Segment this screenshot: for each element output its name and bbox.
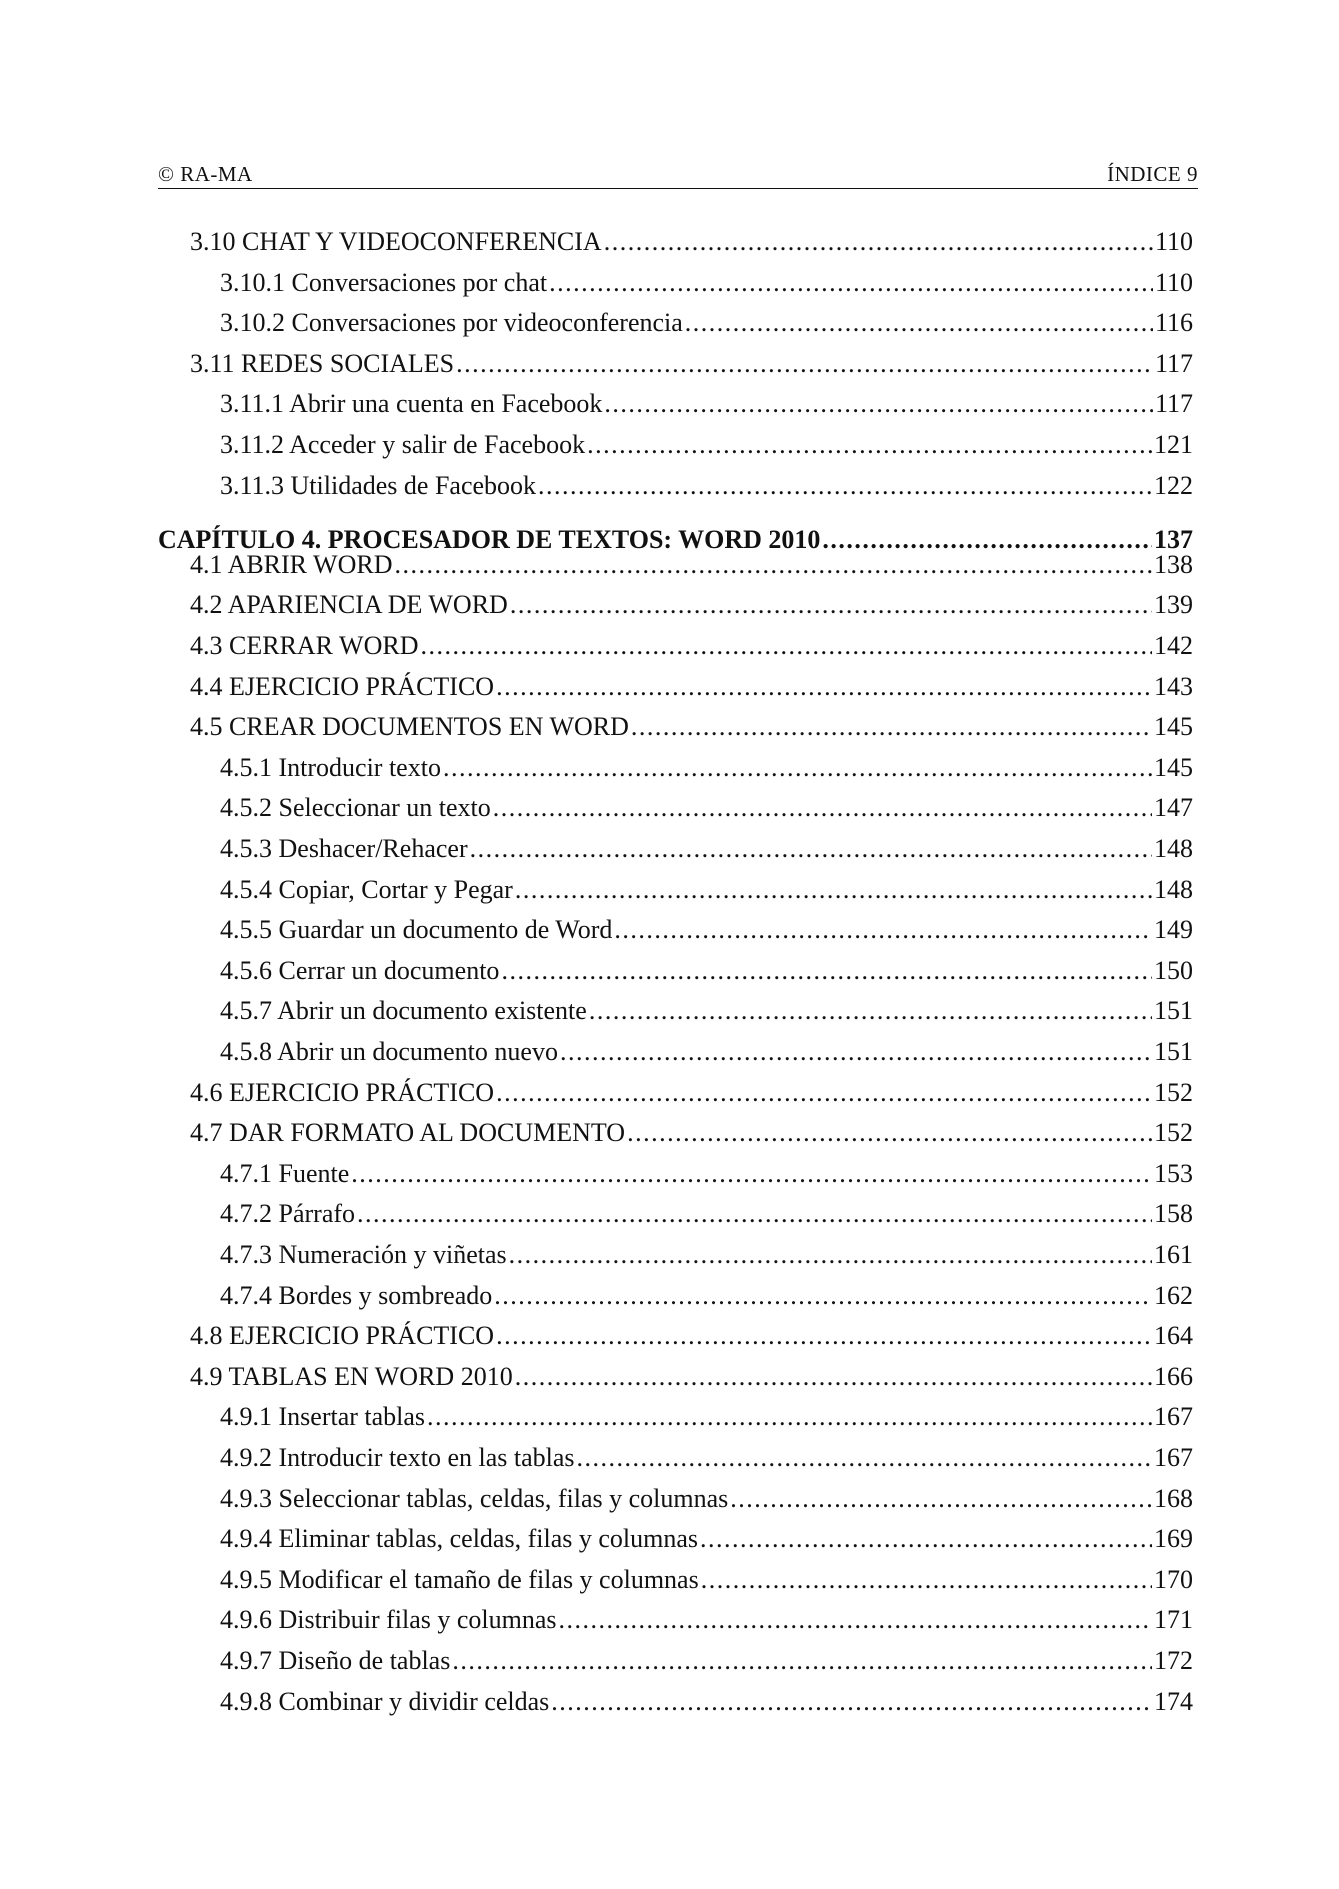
- toc-entry: [190, 1075, 1193, 1111]
- toc-entry-page-number: 164: [1154, 1321, 1193, 1351]
- dot-leader: [538, 468, 1152, 504]
- toc-entry: [220, 1481, 1193, 1517]
- toc-entry-title: 3.11.1 Abrir una cuenta en Facebook: [220, 389, 603, 419]
- toc-entry: [220, 1237, 1193, 1273]
- toc-entry-title: 3.10.1 Conversaciones por chat: [220, 267, 548, 297]
- toc-entry-page-number: 167: [1154, 1443, 1193, 1472]
- toc-entry-page-number: 171: [1154, 1605, 1193, 1635]
- toc-entry: [220, 427, 1193, 463]
- dot-leader: [357, 1196, 1152, 1232]
- dot-leader: [496, 669, 1152, 705]
- toc-entry: [220, 1562, 1193, 1598]
- toc-entry: [220, 912, 1193, 948]
- toc-entry-page-number: 143: [1154, 671, 1193, 701]
- toc-entry-page-number: 139: [1154, 590, 1193, 620]
- toc-entry-title: 4.4 EJERCICIO PRÁCTICO: [190, 671, 495, 701]
- toc-entry-page-number: 151: [1154, 996, 1193, 1026]
- toc-entry-title: 3.10.2 Conversaciones por videoconferencia: [220, 308, 683, 338]
- toc-entry-title: 4.9.2 Introducir texto en las tablas: [220, 1443, 575, 1472]
- dot-leader: [510, 587, 1152, 623]
- toc-entry-title: 4.9.4 Eliminar tablas, celdas, filas y columnas: [220, 1524, 698, 1554]
- toc-entry: [220, 1196, 1193, 1232]
- dot-leader: [627, 1115, 1152, 1151]
- toc-entry-title: 4.6 EJERCICIO PRÁCTICO: [190, 1077, 495, 1107]
- toc-entry-title: 4.7.3 Numeración y viñetas: [220, 1240, 507, 1269]
- dot-leader: [685, 305, 1153, 341]
- dot-leader: [496, 1075, 1152, 1111]
- toc-entry-page-number: 147: [1154, 793, 1193, 823]
- toc-entry-page-number: 152: [1154, 1077, 1193, 1107]
- toc-entry-page-number: 148: [1154, 874, 1193, 904]
- toc-entry-title: 4.9.1 Insertar tablas: [220, 1402, 426, 1432]
- dot-leader: [509, 1237, 1152, 1273]
- toc-entry-title: 4.9.8 Combinar y dividir celdas: [220, 1686, 550, 1716]
- dot-leader: [559, 1602, 1152, 1638]
- toc-entry-title: 4.5.4 Copiar, Cortar y Pegar: [220, 874, 513, 904]
- toc-entry-page-number: 167: [1154, 1402, 1193, 1432]
- toc-entry: [220, 386, 1193, 422]
- dot-leader: [549, 265, 1153, 301]
- toc-entry-page-number: 162: [1154, 1280, 1193, 1310]
- toc-entry-title: 4.5.3 Deshacer/Rehacer: [220, 834, 468, 863]
- toc-entry-page-number: 148: [1154, 834, 1193, 863]
- toc-entry: [220, 831, 1193, 867]
- toc-entry-title: 4.5.7 Abrir un documento existente: [220, 996, 587, 1026]
- dot-leader: [701, 1562, 1152, 1598]
- toc-entry-page-number: 149: [1154, 915, 1193, 945]
- toc-entry-page-number: 116: [1154, 308, 1193, 338]
- dot-leader: [351, 1156, 1152, 1192]
- toc-entry-page-number: 170: [1154, 1564, 1193, 1594]
- toc-entry-page-number: 117: [1154, 348, 1193, 378]
- toc-entry-page-number: 161: [1154, 1240, 1193, 1269]
- dot-leader: [631, 709, 1152, 745]
- toc-entry: [190, 628, 1193, 664]
- toc-entry: [220, 1156, 1193, 1192]
- toc-entry-page-number: 168: [1154, 1483, 1193, 1513]
- toc-entry: [190, 547, 1193, 583]
- toc-entry: [220, 468, 1193, 504]
- toc-entry-page-number: 117: [1154, 389, 1193, 419]
- toc-entry: [220, 305, 1193, 341]
- dot-leader: [515, 872, 1152, 908]
- toc-entry-title: 4.7.2 Párrafo: [220, 1199, 356, 1229]
- header-rule: [158, 188, 1198, 189]
- toc-entry: [190, 709, 1193, 745]
- dot-leader: [589, 993, 1152, 1029]
- toc-entry: [220, 1440, 1193, 1476]
- toc-entry: [220, 872, 1193, 908]
- dot-leader: [604, 386, 1153, 422]
- toc-entry: [220, 1643, 1193, 1679]
- toc-entry-title: 4.9.7 Diseño de tablas: [220, 1646, 451, 1675]
- dot-leader: [395, 547, 1153, 583]
- dot-leader: [494, 1278, 1152, 1314]
- dot-leader: [730, 1481, 1152, 1517]
- toc-entry-title: 3.11.3 Utilidades de Facebook: [220, 470, 537, 500]
- toc-entry: [190, 669, 1193, 705]
- toc-entry-title: 4.7 DAR FORMATO AL DOCUMENTO: [190, 1118, 626, 1148]
- dot-leader: [493, 790, 1152, 826]
- toc-entry-page-number: 145: [1154, 752, 1193, 782]
- dot-leader: [501, 953, 1152, 989]
- toc-entry-page-number: 142: [1154, 631, 1193, 660]
- toc-entry-page-number: 166: [1154, 1361, 1193, 1391]
- dot-leader: [587, 427, 1152, 463]
- toc-entry-page-number: 121: [1154, 430, 1193, 459]
- toc-entry-title: 3.11.2 Acceder y salir de Facebook: [220, 430, 586, 459]
- toc-entry-title: 4.5.8 Abrir un documento nuevo: [220, 1037, 558, 1066]
- toc-entry-title: 4.1 ABRIR WORD: [190, 549, 393, 579]
- dot-leader: [456, 346, 1153, 382]
- dot-leader: [614, 912, 1152, 948]
- toc-entry: [220, 1399, 1193, 1435]
- dot-leader: [700, 1521, 1152, 1557]
- toc-entry-page-number: 172: [1154, 1646, 1193, 1675]
- toc-entry-title: 4.7.1 Fuente: [220, 1158, 350, 1188]
- toc-entry: [220, 750, 1193, 786]
- toc-entry: [190, 1359, 1193, 1395]
- toc-entry-page-number: 138: [1154, 549, 1193, 579]
- toc-entry: [220, 993, 1193, 1029]
- running-header: [158, 158, 1198, 188]
- toc-entry-title: 4.5.2 Seleccionar un texto: [220, 793, 491, 823]
- toc-entry: [220, 790, 1193, 826]
- toc-entry-title: 3.11 REDES SOCIALES: [190, 348, 455, 378]
- toc-entry: [220, 1521, 1193, 1557]
- toc-entry-page-number: 122: [1154, 470, 1193, 500]
- toc-entry-page-number: 151: [1154, 1037, 1193, 1066]
- header-section-page: ÍNDICE 9: [1107, 162, 1198, 186]
- toc-entry-page-number: 158: [1154, 1199, 1193, 1229]
- toc-entry-title: 4.9 TABLAS EN WORD 2010: [190, 1361, 513, 1391]
- toc-entry: [190, 587, 1193, 623]
- toc-entry-page-number: 169: [1154, 1524, 1193, 1554]
- toc-entry: [220, 265, 1193, 301]
- toc-entry-title: 4.5 CREAR DOCUMENTOS EN WORD: [190, 712, 629, 742]
- dot-leader: [604, 224, 1153, 260]
- dot-leader: [560, 1034, 1152, 1070]
- toc-entry-title: 4.9.6 Distribuir filas y columnas: [220, 1605, 557, 1635]
- toc-entry-page-number: 110: [1154, 227, 1193, 256]
- toc-entry-title: 4.5.5 Guardar un documento de Word: [220, 915, 613, 945]
- toc-entry-page-number: 152: [1154, 1118, 1193, 1148]
- toc-entry-title: 4.8 EJERCICIO PRÁCTICO: [190, 1321, 495, 1351]
- toc-entry-title: 4.7.4 Bordes y sombreado: [220, 1280, 493, 1310]
- dot-leader: [551, 1684, 1152, 1720]
- toc-entry-title: 4.9.5 Modificar el tamaño de filas y columnas: [220, 1564, 699, 1594]
- toc-entry-title: CAPÍTULO 4. PROCESADOR DE TEXTOS: WORD 2010: [158, 525, 821, 555]
- toc-entry-page-number: 150: [1154, 955, 1193, 985]
- dot-leader: [515, 1359, 1152, 1395]
- toc-entry-page-number: 137: [1154, 525, 1193, 555]
- toc-entry: [220, 1602, 1193, 1638]
- toc-entry-title: 4.5.6 Cerrar un documento: [220, 955, 500, 985]
- toc-entry-title: 4.2 APARIENCIA DE WORD: [190, 590, 508, 620]
- toc-entry-page-number: 145: [1154, 712, 1193, 742]
- toc-entry: [220, 1034, 1193, 1070]
- header-publisher: © RA-MA: [158, 162, 253, 186]
- dot-leader: [421, 628, 1153, 664]
- toc-entry: [190, 1318, 1193, 1354]
- dot-leader: [577, 1440, 1152, 1476]
- dot-leader: [496, 1318, 1152, 1354]
- toc-entry-page-number: 153: [1154, 1158, 1193, 1188]
- dot-leader: [452, 1643, 1152, 1679]
- dot-leader: [443, 750, 1152, 786]
- toc-entry: [220, 1278, 1193, 1314]
- toc-entry: [190, 224, 1193, 260]
- toc-entry: [190, 1115, 1193, 1151]
- toc-entry-title: 4.5.1 Introducir texto: [220, 752, 441, 782]
- toc-entry-page-number: 110: [1154, 267, 1193, 297]
- dot-leader: [470, 831, 1152, 867]
- toc-entry-title: 3.10 CHAT Y VIDEOCONFERENCIA: [190, 227, 602, 256]
- toc-entry-title: 4.3 CERRAR WORD: [190, 631, 419, 660]
- dot-leader: [427, 1399, 1152, 1435]
- toc-entry-page-number: 174: [1154, 1686, 1193, 1716]
- toc-entry: [190, 346, 1193, 382]
- toc-entry: [220, 953, 1193, 989]
- toc-entry-title: 4.9.3 Seleccionar tablas, celdas, filas y columnas: [220, 1483, 729, 1513]
- toc-entry: [220, 1684, 1193, 1720]
